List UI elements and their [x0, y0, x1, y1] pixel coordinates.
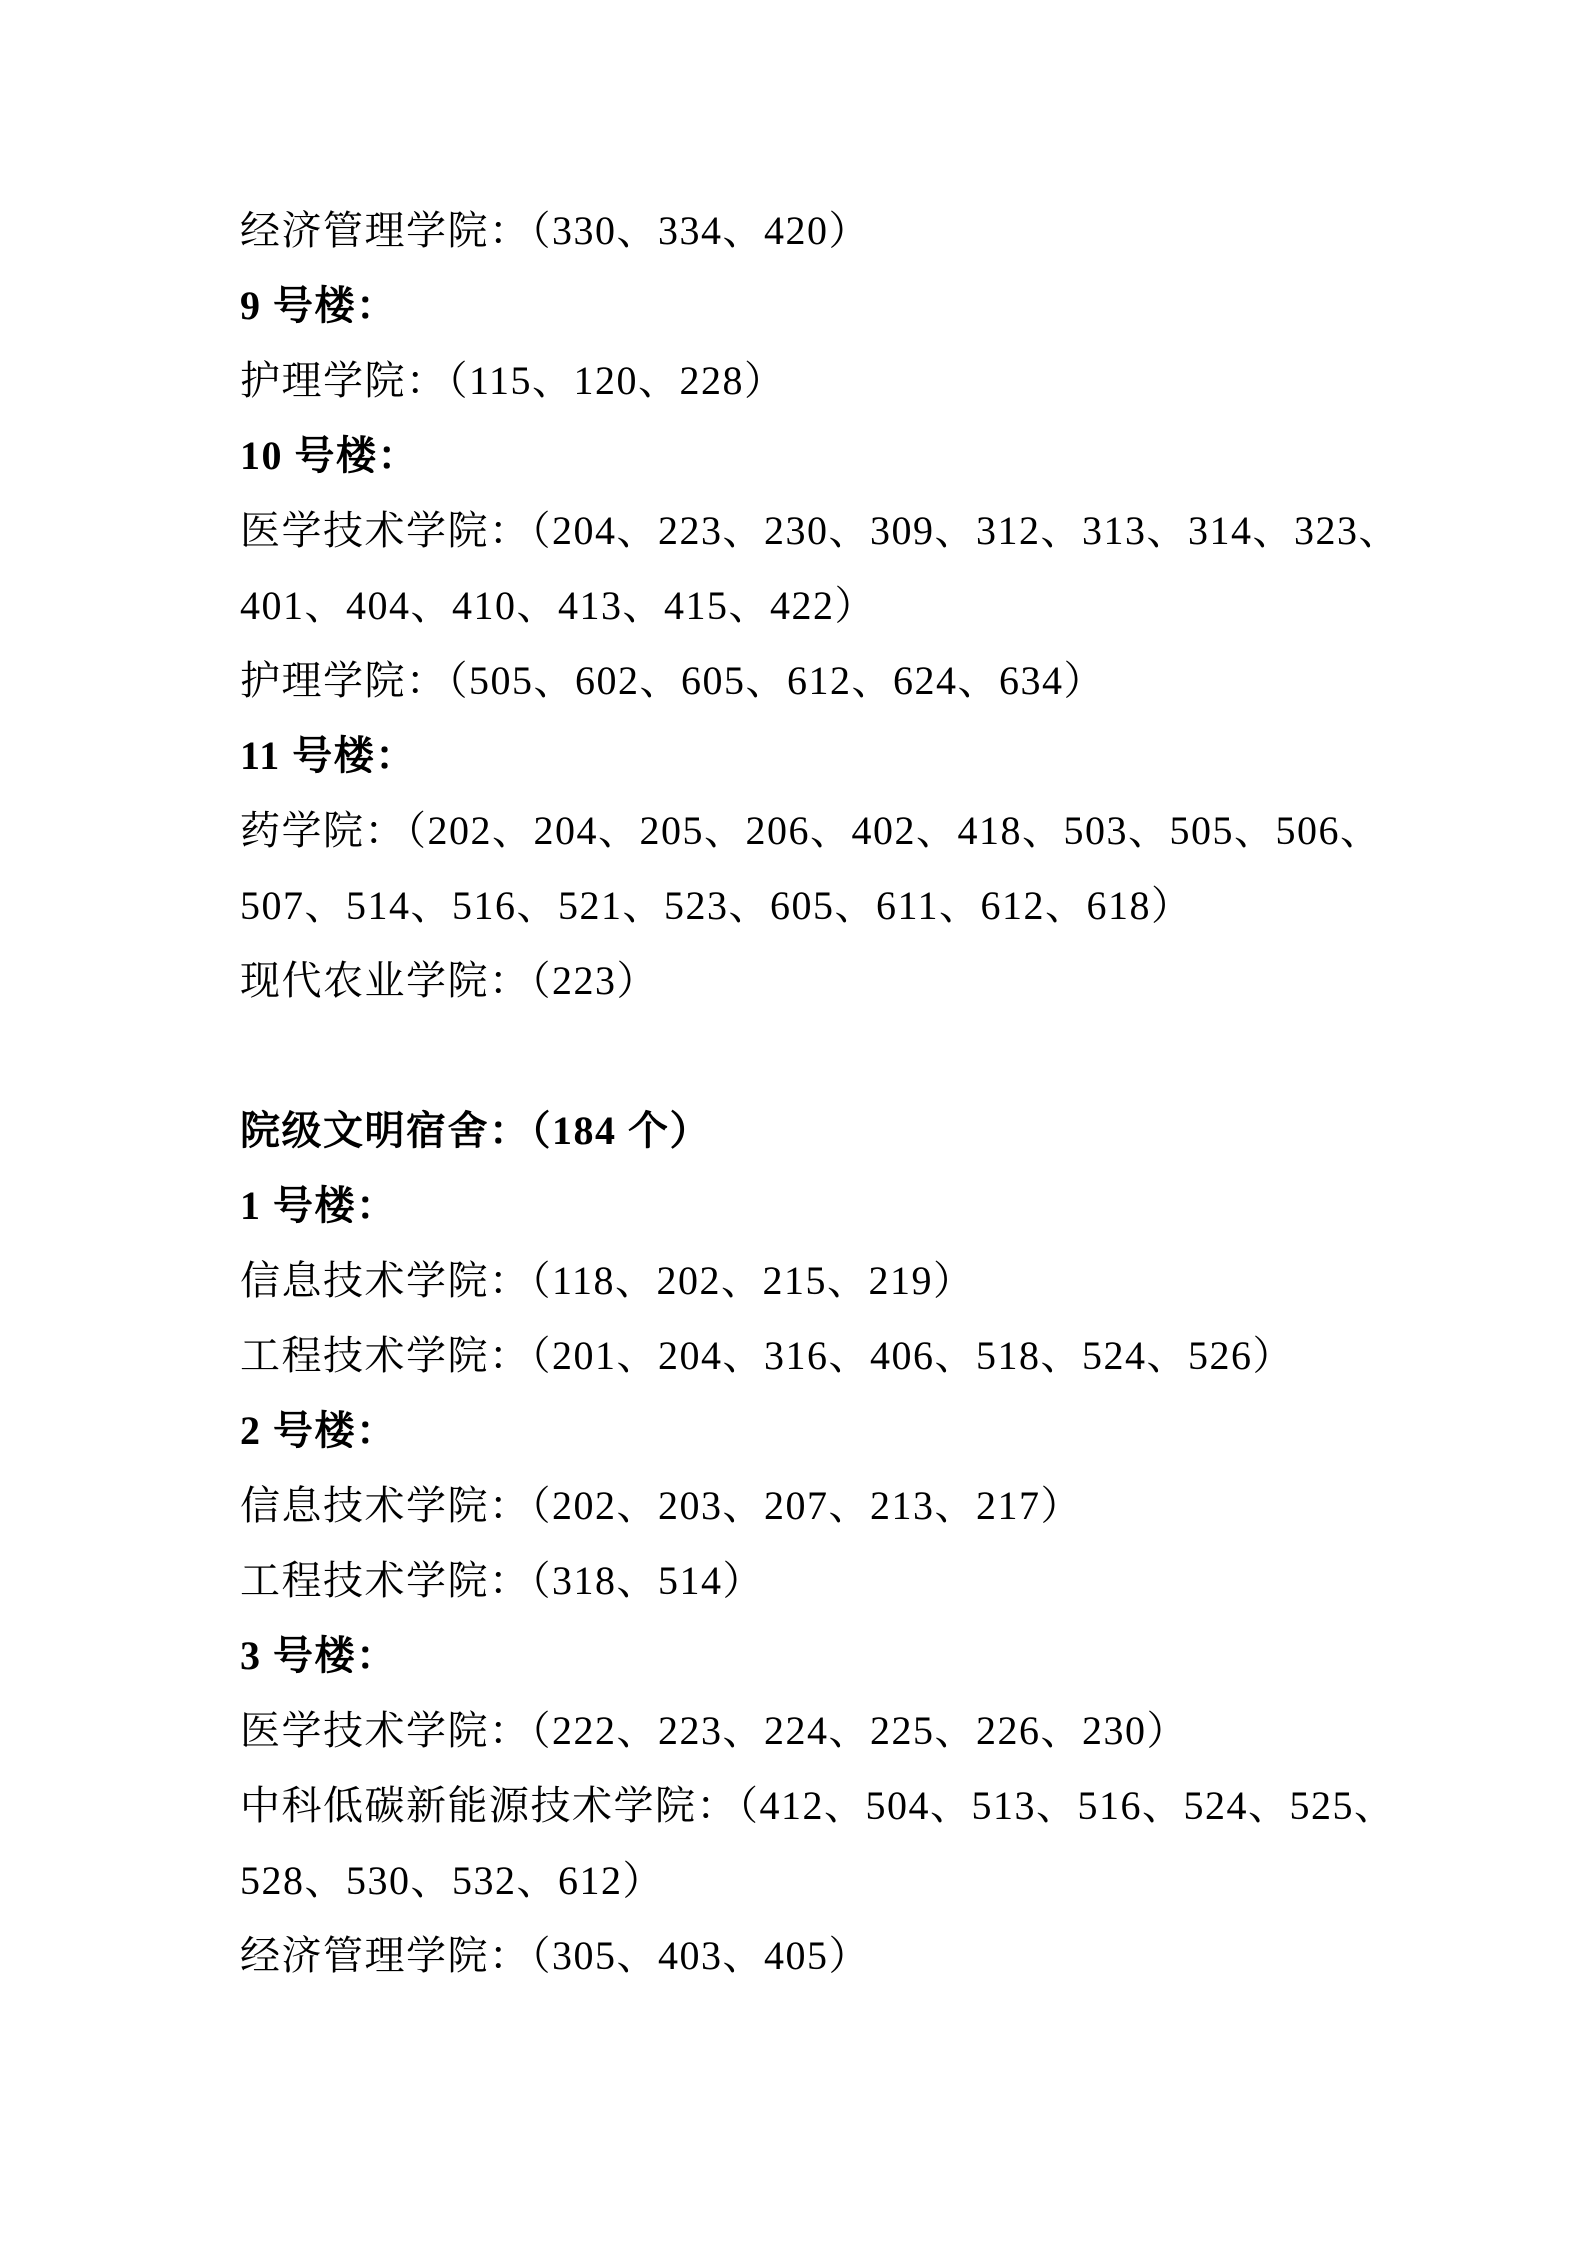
- section-heading: 2 号楼：: [240, 1408, 398, 1453]
- text-line: 医学技术学院：（222、223、224、225、226、230）: [240, 1708, 1188, 1753]
- section-heading: 院级文明宿舍：（184 个）: [240, 1108, 711, 1153]
- text-line: 经济管理学院：（305、403、405）: [240, 1933, 870, 1978]
- section-heading: 9 号楼：: [240, 283, 398, 328]
- text-line: 药学院：（202、204、205、206、402、418、503、505、506、: [240, 808, 1382, 853]
- text-line: 经济管理学院：（330、334、420）: [240, 208, 870, 253]
- text-line: 工程技术学院：（201、204、316、406、518、524、526）: [240, 1333, 1294, 1378]
- text-line: 护理学院：（505、602、605、612、624、634）: [240, 658, 1105, 703]
- section-heading: 10 号楼：: [240, 433, 419, 478]
- text-line: 工程技术学院：（318、514）: [240, 1558, 764, 1603]
- text-line: 信息技术学院：（118、202、215、219）: [240, 1258, 975, 1303]
- text-line: 中科低碳新能源技术学院：（412、504、513、516、524、525、: [240, 1783, 1396, 1828]
- blank-line: [240, 1018, 1347, 1093]
- section-heading: 3 号楼：: [240, 1633, 398, 1678]
- document-page: [240, 193, 1400, 1993]
- text-line: 401、404、410、413、415、422）: [240, 583, 876, 628]
- text-line: 医学技术学院：（204、223、230、309、312、313、314、323、: [240, 508, 1400, 553]
- section-heading: 11 号楼：: [240, 733, 417, 778]
- text-line: 信息技术学院：（202、203、207、213、217）: [240, 1483, 1082, 1528]
- text-line: 507、514、516、521、523、605、611、612、618）: [240, 883, 1193, 928]
- section-heading: 1 号楼：: [240, 1183, 398, 1228]
- text-line: 现代农业学院：（223）: [240, 958, 658, 1003]
- text-line: 护理学院：（115、120、228）: [240, 358, 786, 403]
- text-line: 528、530、532、612）: [240, 1858, 664, 1903]
